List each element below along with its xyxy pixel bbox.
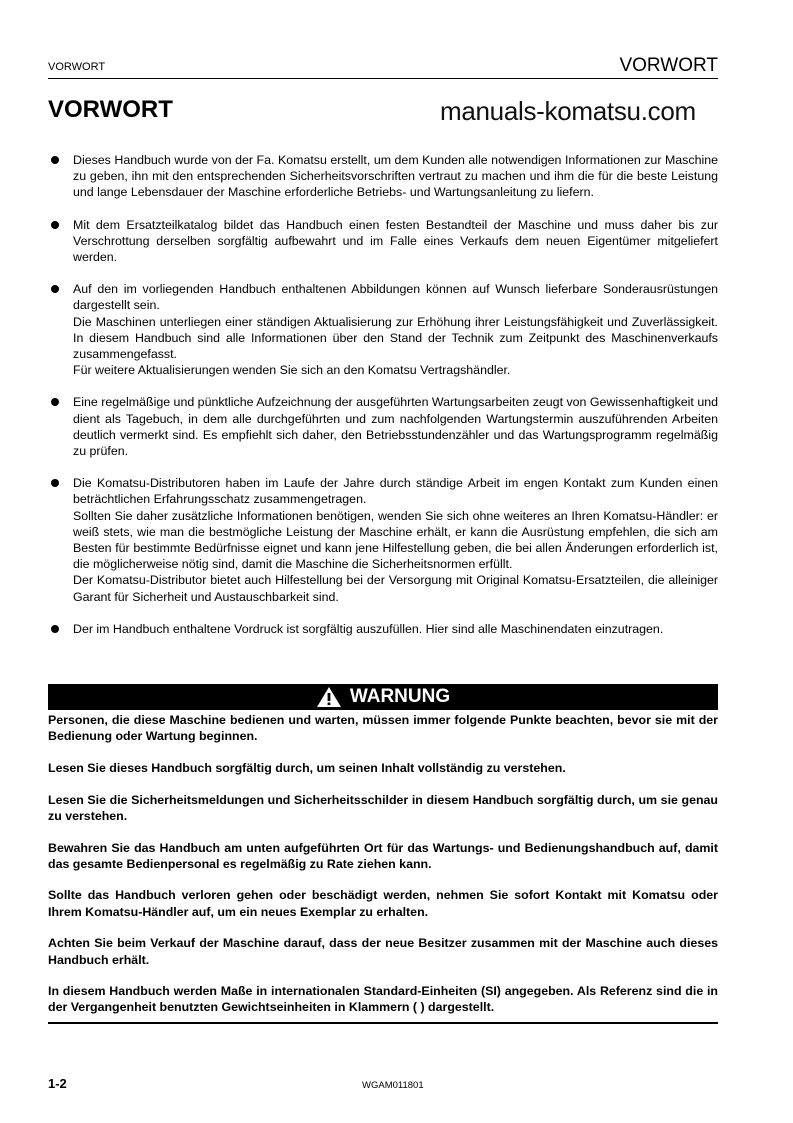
- paragraph: Eine regelmäßige und pünktliche Aufzeichnung der ausgeführten Wartungsarbeiten zeugt von Gewissenhaftigkeit und dient als Tagebuch, in dem alle durchgeführten und zum nachfolgenden Wartungstermin auszuführenden Arbeiten deutlich vermerkt sind. Es empfiehlt sich daher, den Betriebsstundenzähler und das Wartungsprogramm regelmäßig zu prüfen.: [73, 395, 718, 459]
- running-header-left: VORWORT: [48, 61, 106, 73]
- paragraph: Dieses Handbuch wurde von der Fa. Komatsu erstellt, um dem Kunden alle notwendigen Informationen zur Maschine zu geben, ihn mit den entsprechenden Sicherheitsvorschriften vertraut zu machen und ihm die für die beste Leistung und lange Lebensdauer der Maschine erforderliche Betriebs- und Wartungsanleitung zu liefern.: [73, 153, 718, 200]
- bullet-item: [48, 281, 718, 378]
- document-code: WGAM011801: [362, 1080, 424, 1091]
- warning-paragraph: Personen, die diese Maschine bedienen und warten, müssen immer folgende Punkte beachten, bevor sie mit der Bedienung oder Wartung beginnen.: [48, 713, 718, 744]
- warning-label: WARNUNG: [349, 686, 451, 707]
- bullet-icon: [51, 285, 59, 293]
- paragraph: Auf den im vorliegenden Handbuch enthaltenen Abbildungen können auf Wunsch lieferbare Sonderausrüstungen dargestellt sein.: [73, 282, 718, 313]
- warning-paragraph: In diesem Handbuch werden Maße in internationalen Standard-Einheiten (SI) angegeben. Als Referenz sind die in der Vergangenheit benutzten Gewichtseinheiten in Klammern ( ) dargestellt.: [48, 984, 718, 1015]
- warning-paragraph: Achten Sie beim Verkauf der Maschine darauf, dass der neue Besitzer zusammen mit der Maschine auch dieses Handbuch erhält.: [48, 936, 718, 967]
- paragraph: Sollten Sie daher zusätzliche Informationen benötigen, wenden Sie sich ohne weiteres an Ihren Komatsu-Händler: er weiß stets, wie man die bestmögliche Leistung der Maschine erhält, er kann die Ausrüstung empfehlen, die sich am Besten für bestimmte Bedürfnisse eignet und kann jene Hilfestellung geben, die bei allen Änderungen erforderlich ist, die möglicherweise nötig sind, damit die Maschine die Sicherheitsnormen erfüllt.: [73, 508, 718, 572]
- bullet-icon: [51, 398, 59, 406]
- warning-body: [48, 712, 718, 1031]
- warning-bottom-rule: [48, 1022, 718, 1024]
- warning-paragraph: Lesen Sie dieses Handbuch sorgfältig durch, um seinen Inhalt vollständig zu verstehen.: [48, 760, 566, 775]
- warning-paragraph: Sollte das Handbuch verloren gehen oder beschädigt werden, nehmen Sie sofort Kontakt mit Komatsu oder Ihrem Komatsu-Händler auf, um ein neues Exemplar zu erhalten.: [48, 888, 718, 919]
- warning-paragraph: Bewahren Sie das Handbuch am unten aufgeführten Ort für das Wartungs- und Bedienungshandbuch auf, damit das gesamte Bedienpersonal es regelmäßig zu Rate ziehen kann.: [48, 840, 718, 871]
- page-title: VORWORT: [48, 96, 173, 123]
- running-header-right: VORWORT: [619, 55, 718, 76]
- bullet-item: [48, 152, 718, 201]
- header-divider: [48, 78, 718, 79]
- warning-triangle-icon: [316, 686, 342, 708]
- bullet-list: [48, 152, 718, 653]
- bullet-icon: [51, 221, 59, 229]
- paragraph: Für weitere Aktualisierungen wenden Sie sich an den Komatsu Vertragshändler.: [73, 363, 511, 378]
- paragraph: Die Komatsu-Distributoren haben im Laufe der Jahre durch ständige Arbeit im engen Kontakt zum Kunden einen beträchtlichen Erfahrungsschatz zusammengetragen.: [73, 476, 718, 507]
- paragraph: Mit dem Ersatzteilkatalog bildet das Handbuch einen festen Bestandteil der Maschine und muss daher bis zur Verschrottung derselben sorgfältig aufbewahrt und im Falle eines Verkaufs dem neuen Eigentümer mitgeliefert werden.: [73, 217, 718, 265]
- bullet-icon: [51, 479, 59, 487]
- bullet-item: [48, 394, 718, 459]
- warning-paragraph: Lesen Sie die Sicherheitsmeldungen und Sicherheitsschilder in diesem Handbuch sorgfältig durch, um sie genau zu verstehen.: [48, 792, 718, 823]
- watermark: manuals-komatsu.com: [440, 96, 696, 126]
- paragraph: Der Komatsu-Distributor bietet auch Hilfestellung bei der Versorgung mit Original Komatsu-Ersatzteilen, die alleiniger Garant für Sicherheit und Austauschbarkeit sind.: [73, 573, 718, 604]
- page-number: 1-2: [48, 1076, 67, 1091]
- bullet-icon: [51, 625, 59, 633]
- bullet-item: [48, 217, 718, 266]
- paragraph: Der im Handbuch enthaltene Vordruck ist sorgfältig auszufüllen. Hier sind alle Maschinendaten einzutragen.: [73, 621, 664, 636]
- bullet-item: [48, 475, 718, 605]
- paragraph: Die Maschinen unterliegen einer ständigen Aktualisierung zur Erhöhung ihrer Leistungsfähigkeit und Zuverlässigkeit. In diesem Handbuch sind alle Informationen über den Stand der Technik zum Zeitpunkt des Maschinenverkaufs zusammengefasst.: [73, 314, 718, 362]
- warning-banner: [48, 684, 718, 710]
- bullet-item: [48, 621, 718, 637]
- bullet-icon: [51, 156, 59, 164]
